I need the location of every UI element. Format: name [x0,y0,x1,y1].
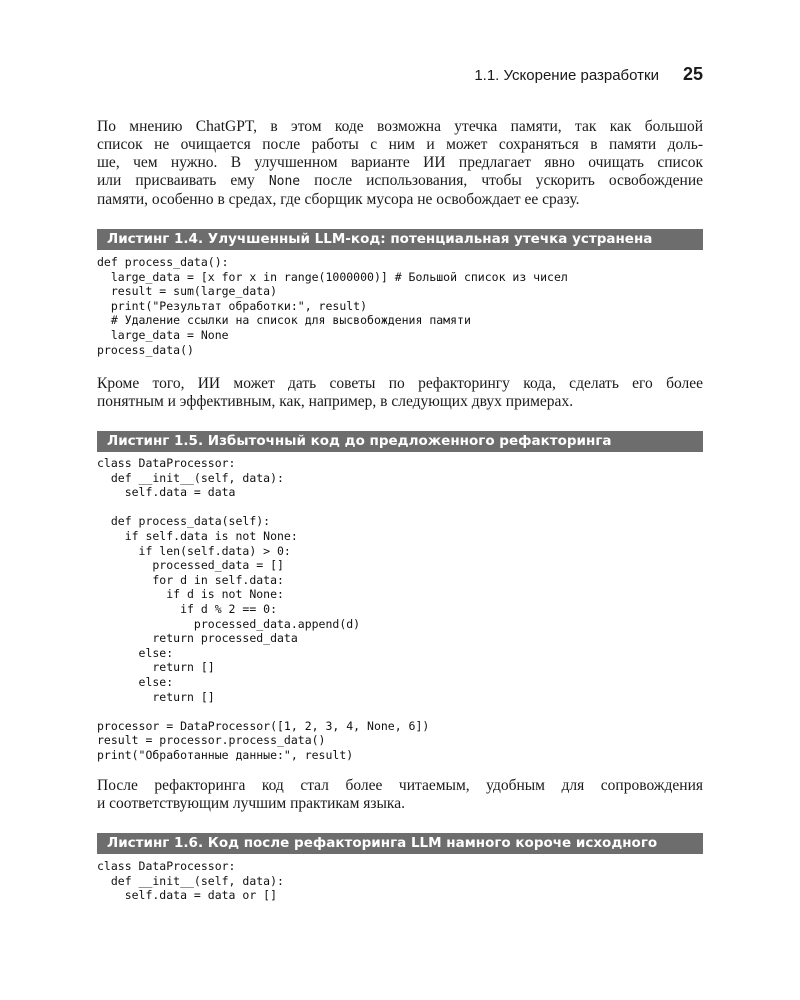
code-line: if self.data is not None: [97,528,298,543]
code-line: print("Обработанные данные:", result) [97,747,354,762]
code-line [97,500,703,515]
code-line: self.data = data or [] [97,888,278,903]
paragraph-line: и соответствующим лучшим практикам языка. [97,795,405,812]
code-line: process_data() [97,342,194,357]
code-line: def __init__(self, data): [97,470,284,485]
paragraph-line: список не очищается после работы с ним и может сохраняться в памяти доль- [97,136,703,153]
paragraph-memory-leak [97,118,703,209]
code-line: if d is not None: [97,587,284,602]
code-line: return [] [97,689,215,704]
running-header [97,64,703,88]
code-line: large_data = None [97,327,229,342]
listing-1-6-title: Листинг 1.6. Код после рефакторинга LLM намного короче исходного [97,833,703,854]
paragraph-line: памяти, особенно в средах, где сборщик мусора не освобождает ее сразу. [97,191,580,208]
paragraph-after-refactoring [97,777,703,813]
code-line: if len(self.data) > 0: [97,543,291,558]
paragraph-line: ше, чем нужно. В улучшенном варианте ИИ предлагает явно очищать список [97,154,703,171]
listing-1-6-code [97,859,703,903]
text-fragment: или присваивать ему [97,172,269,189]
code-line: class DataProcessor: [97,859,236,873]
paragraph-line: По мнению ChatGPT, в этом коде возможна утечка памяти, так как большой [97,118,703,135]
code-line: if d % 2 == 0: [97,601,278,616]
code-line: large_data = [x for x in range(1000000)] # Большой список из чисел [97,269,568,284]
paragraph-line: понятным и эффективным, как, например, в следующих двух примерах. [97,393,574,410]
code-line: self.data = data [97,485,236,500]
inline-code: None [268,174,301,189]
code-line: processor = DataProcessor([1, 2, 3, 4, None, 6]) [97,718,430,733]
code-line: result = sum(large_data) [97,284,278,299]
paragraph-line: После рефакторинга код стал более читаемым, удобным для сопровождения [97,777,703,794]
section-title: 1.1. Ускорение разработки [474,67,659,84]
paragraph-line [97,172,703,191]
paragraph-line: Кроме того, ИИ может дать советы по рефакторингу кода, сделать его более [97,375,703,392]
code-line: class DataProcessor: [97,456,236,470]
text-fragment: после использования, чтобы ускорить освобождение [300,172,703,189]
paragraph-refactoring [97,375,703,411]
code-line: print("Результат обработки:", result) [97,298,368,313]
code-line: return [] [97,660,215,675]
code-line: processed_data.append(d) [97,616,361,631]
code-line: result = processor.process_data() [97,733,326,748]
listing-1-5-title: Листинг 1.5. Избыточный код до предложенного рефакторинга [97,431,703,452]
code-line [97,704,703,719]
code-line: # Удаление ссылки на список для высвобождения памяти [97,313,471,328]
code-line: def process_data(): [97,255,229,269]
code-line: return processed_data [97,631,298,646]
code-line: for d in self.data: [97,572,284,587]
code-line: def __init__(self, data): [97,873,284,888]
page-number: 25 [682,64,703,84]
code-line: else: [97,645,174,660]
code-line: else: [97,674,174,689]
code-line: def process_data(self): [97,514,271,529]
listing-1-4-code [97,255,703,357]
listing-1-4-title: Листинг 1.4. Улучшенный LLM-код: потенциальная утечка устранена [97,229,703,250]
code-line: processed_data = [] [97,558,284,573]
listing-1-5-code [97,456,703,762]
